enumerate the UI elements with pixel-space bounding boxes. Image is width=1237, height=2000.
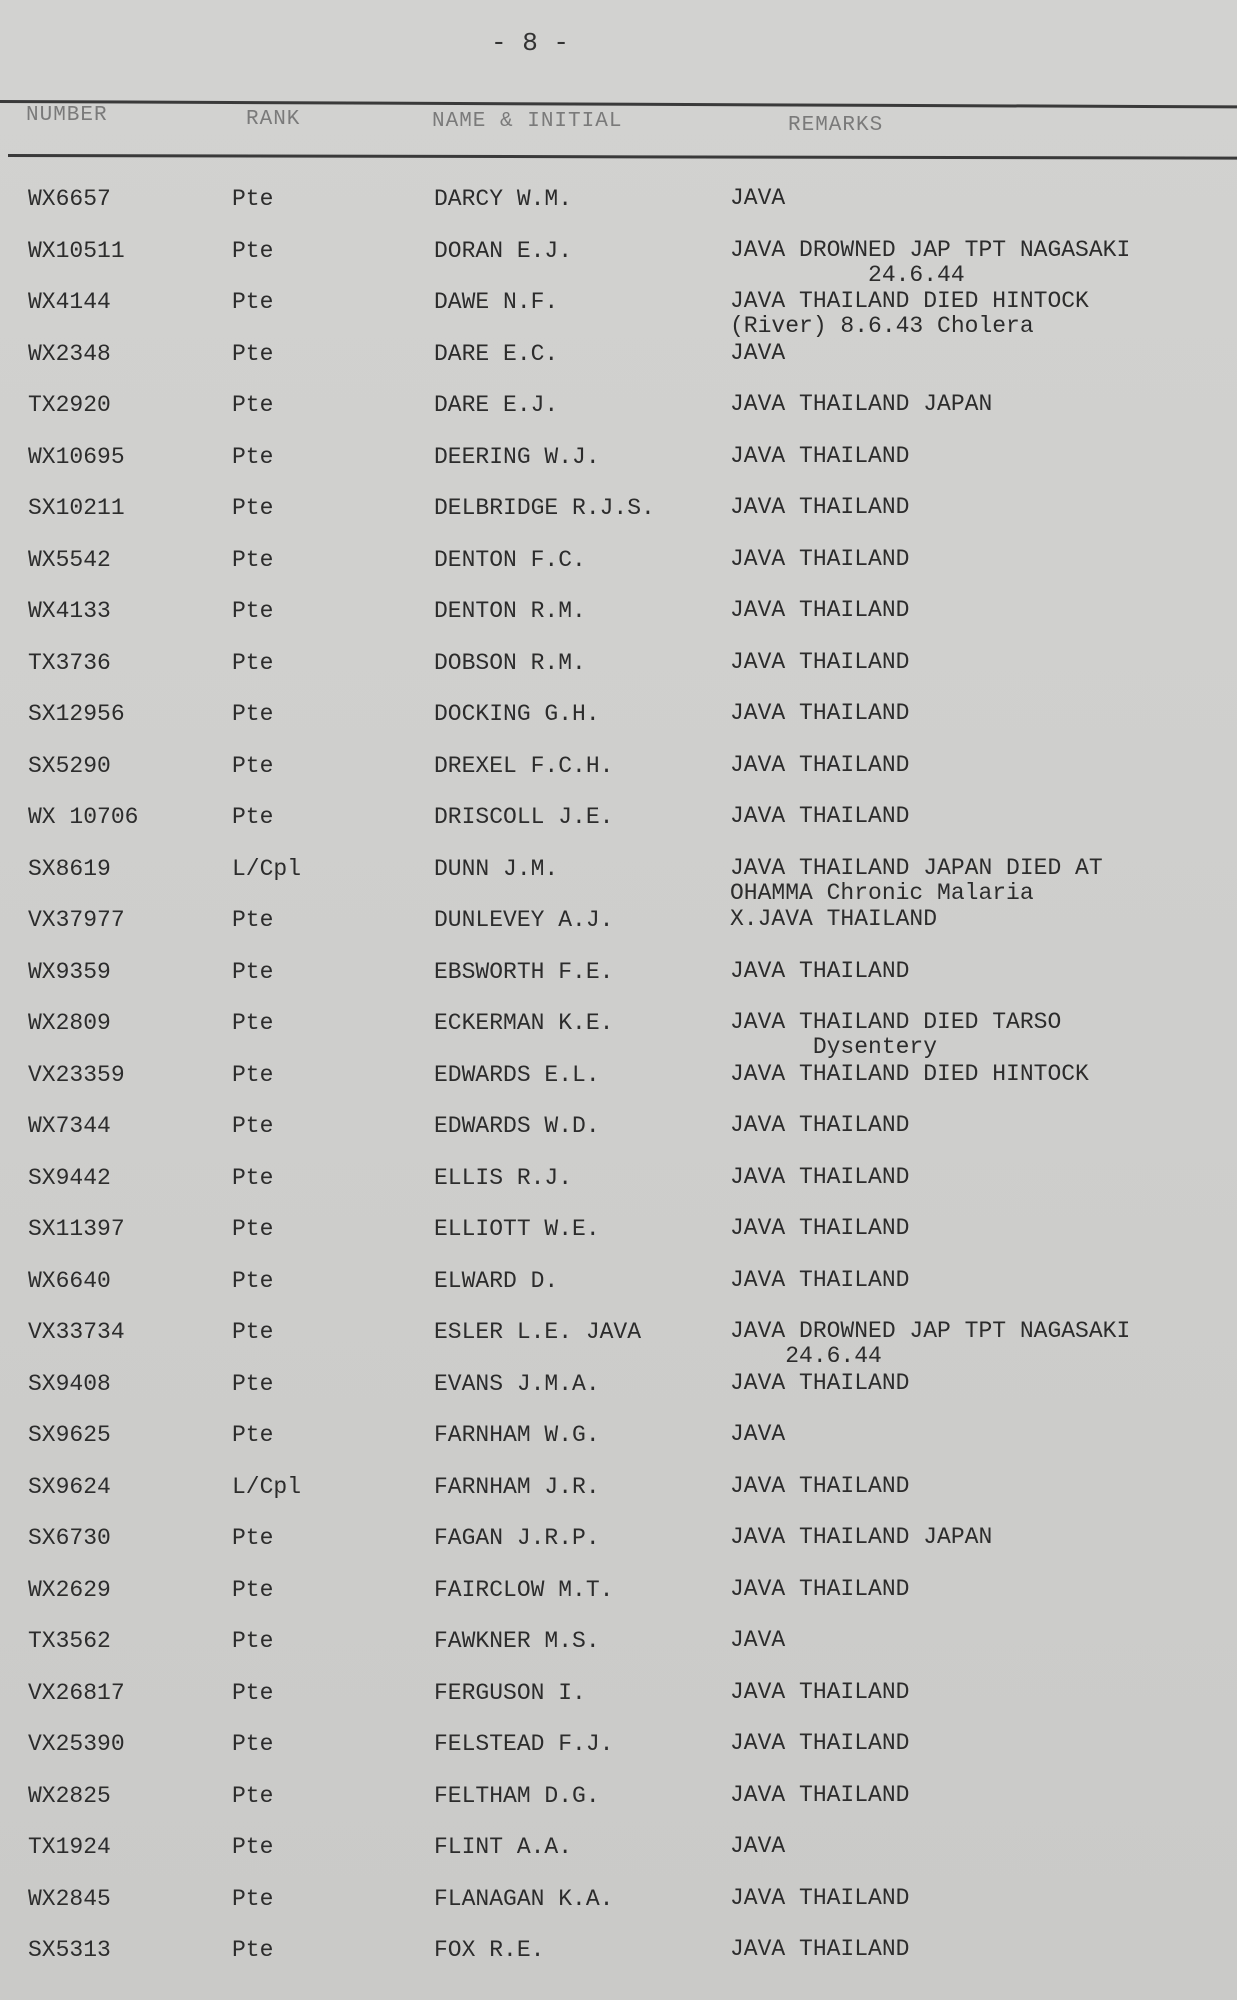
service-number: SX9442 [28,1164,111,1191]
table-row [0,1880,1237,1932]
table-header [0,104,1237,144]
remarks [730,1525,992,1550]
remarks-line: JAVA THAILAND [730,803,910,829]
service-number: WX2348 [28,340,111,367]
table-row [0,1674,1237,1726]
table-row [0,1004,1237,1060]
table-row [0,1725,1237,1777]
service-number: SX9625 [28,1422,111,1448]
service-number: SX5313 [28,1937,111,1963]
service-number: VX33734 [28,1319,125,1345]
remarks [730,1834,785,1859]
rank: Pte [232,1782,274,1809]
remarks [730,959,909,984]
rank: Pte [232,1113,274,1139]
remarks [730,495,909,520]
remarks-line: JAVA THAILAND [730,1781,910,1808]
remarks [730,444,909,469]
remarks-continuation: (River) 8.6.43 Cholera [730,313,1034,339]
service-number: SX9408 [28,1370,111,1397]
name-initial: EBSWORTH F.E. [434,958,614,985]
remarks-line: JAVA DROWNED JAP TPT NAGASAKI [730,1318,1131,1344]
rank: Pte [232,1216,274,1242]
remarks [730,1680,909,1705]
remarks-line: JAVA THAILAND [730,700,910,726]
table-row [0,438,1237,490]
name-initial: FELSTEAD F.J. [434,1731,614,1757]
remarks-line: JAVA THAILAND [730,1575,910,1602]
remarks-line: JAVA THAILAND [730,957,910,984]
rank: Pte [232,1576,274,1603]
remarks [730,238,1130,288]
name-initial: DUNN J.M. [434,855,559,882]
service-number: SX6730 [28,1525,111,1551]
remarks [730,186,785,211]
rank: Pte [232,186,274,212]
remarks [730,701,909,726]
table-row [0,1313,1237,1369]
name-initial: DOCKING G.H. [434,701,600,727]
name-initial: DARE E.C. [434,340,559,367]
rank: Pte [232,392,274,418]
header-name: NAME & INITIAL [432,110,623,133]
table-row [0,180,1237,232]
name-initial: DOBSON R.M. [434,649,586,676]
rank: Pte [232,958,274,985]
name-initial: ELLIOTT W.E. [434,1216,600,1242]
rank: Pte [232,1679,274,1706]
remarks-line: JAVA [730,339,786,366]
remarks [730,856,1103,906]
remarks [730,1628,785,1653]
header-number: NUMBER [26,104,108,127]
remarks-line: JAVA THAILAND DIED HINTOCK [730,288,1089,314]
remarks-line: JAVA THAILAND [730,1163,910,1190]
rank: Pte [232,1267,274,1294]
service-number: WX10511 [28,237,125,264]
table-row [0,901,1237,953]
remarks-line: JAVA THAILAND JAPAN [730,391,993,417]
rank: Pte [232,495,274,521]
name-initial: ELWARD D. [434,1267,559,1294]
remarks [730,1216,909,1241]
table-row [0,1777,1237,1829]
rank: Pte [232,546,274,573]
remarks [730,1731,909,1756]
header-rule-bottom [8,154,1237,160]
remarks [730,804,909,829]
page-number: - 8 - [490,28,569,58]
remarks [730,907,937,932]
remarks [730,1886,909,1911]
service-number: WX7344 [28,1113,111,1139]
remarks-line: JAVA THAILAND DIED HINTOCK [730,1060,1089,1087]
rank: Pte [232,289,274,315]
table-row [0,747,1237,799]
remarks [730,1268,909,1293]
table-row [0,1416,1237,1468]
remarks-line: JAVA THAILAND [730,1112,910,1138]
remarks-line: JAVA THAILAND [730,648,910,675]
table-row [0,232,1237,288]
remarks [730,1371,909,1396]
name-initial: DUNLEVEY A.J. [434,907,614,933]
roll-list [0,180,1237,1983]
name-initial: DORAN E.J. [434,237,573,264]
remarks [730,1783,909,1808]
rank: Pte [232,1525,274,1551]
rank: Pte [232,598,274,624]
table-row [0,541,1237,593]
remarks [730,1937,909,1962]
remarks-line: JAVA THAILAND JAPAN DIED AT [730,854,1103,881]
name-initial: DARCY W.M. [434,186,573,212]
name-initial: DEERING W.J. [434,443,600,470]
table-row [0,798,1237,850]
remarks-line: JAVA THAILAND [730,751,910,778]
remarks-line: JAVA THAILAND [730,545,910,572]
table-row [0,953,1237,1005]
rank: Pte [232,1731,274,1757]
rank: Pte [232,1422,274,1448]
service-number: WX 10706 [28,804,139,830]
name-initial: ECKERMAN K.E. [434,1010,614,1036]
remarks-line: JAVA DROWNED JAP TPT NAGASAKI [730,236,1131,263]
remarks [730,289,1089,339]
table-row [0,1931,1237,1983]
rank: Pte [232,1885,274,1912]
remarks [730,598,909,623]
service-number: WX9359 [28,958,111,985]
rank: Pte [232,1834,274,1860]
table-row [0,644,1237,696]
table-row [0,850,1237,906]
rank: L/Cpl [232,1473,302,1500]
table-row [0,1056,1237,1108]
name-initial: FAWKNER M.S. [434,1628,600,1654]
remarks-line: JAVA THAILAND [730,1936,910,1962]
name-initial: FLANAGAN K.A. [434,1885,614,1912]
remarks [730,341,785,366]
service-number: VX26817 [28,1679,125,1706]
remarks-line: JAVA THAILAND [730,1884,910,1911]
rank: Pte [232,1319,274,1345]
name-initial: DREXEL F.C.H. [434,752,614,779]
table-row [0,1519,1237,1571]
name-initial: FAGAN J.R.P. [434,1525,600,1551]
service-number: VX23359 [28,1061,125,1088]
remarks-line: JAVA THAILAND [730,597,910,623]
table-row [0,489,1237,541]
remarks-line: JAVA [730,1833,786,1859]
table-row [0,1622,1237,1674]
remarks-continuation: 24.6.44 [730,261,965,288]
name-initial: FARNHAM W.G. [434,1422,600,1448]
service-number: SX8619 [28,855,111,882]
rank: Pte [232,907,274,933]
remarks-line: JAVA [730,1421,786,1447]
name-initial: EVANS J.M.A. [434,1370,600,1397]
service-number: TX3736 [28,649,111,676]
remarks [730,1474,909,1499]
table-row [0,695,1237,747]
table-row [0,1828,1237,1880]
service-number: TX1924 [28,1834,111,1860]
remarks-line: JAVA THAILAND [730,1472,910,1499]
table-row [0,1262,1237,1314]
name-initial: EDWARDS W.D. [434,1113,600,1139]
service-number: SX5290 [28,752,111,779]
name-initial: FOX R.E. [434,1937,545,1963]
table-row [0,592,1237,644]
remarks-line: JAVA [730,185,786,211]
remarks [730,1165,909,1190]
service-number: WX10695 [28,443,125,470]
name-initial: DRISCOLL J.E. [434,804,614,830]
rank: Pte [232,649,274,676]
remarks-line: JAVA THAILAND [730,1730,910,1756]
remarks-line: JAVA THAILAND DIED TARSO [730,1009,1062,1035]
name-initial: ESLER L.E. JAVA [434,1319,642,1345]
rank: Pte [232,1370,274,1397]
remarks [730,1422,785,1447]
name-initial: DARE E.J. [434,392,559,418]
remarks-line: JAVA THAILAND [730,1215,910,1241]
remarks [730,753,909,778]
remarks-line: JAVA THAILAND [730,1266,910,1293]
name-initial: DENTON F.C. [434,546,586,573]
remarks-line: X.JAVA THAILAND [730,906,938,932]
rank: Pte [232,701,274,727]
service-number: VX25390 [28,1731,125,1757]
remarks [730,392,992,417]
table-row [0,1107,1237,1159]
name-initial: FLINT A.A. [434,1834,573,1860]
rank: Pte [232,1061,274,1088]
table-row [0,1365,1237,1417]
service-number: WX5542 [28,546,111,573]
remarks [730,1062,1089,1087]
remarks-continuation: Dysentery [730,1034,938,1060]
name-initial: FARNHAM J.R. [434,1473,600,1500]
table-row [0,283,1237,339]
remarks-continuation: 24.6.44 [730,1343,882,1369]
service-number: SX9624 [28,1473,111,1500]
service-number: WX2845 [28,1885,111,1912]
header-remarks: REMARKS [788,114,884,137]
remarks [730,1319,1130,1369]
table-row [0,1468,1237,1520]
name-initial: DELBRIDGE R.J.S. [434,495,655,521]
table-row [0,1210,1237,1262]
header-rank: RANK [246,108,301,131]
name-initial: ELLIS R.J. [434,1164,573,1191]
remarks [730,650,909,675]
service-number: TX3562 [28,1628,111,1654]
remarks [730,1577,909,1602]
remarks-line: JAVA [730,1627,786,1653]
rank: L/Cpl [232,855,302,882]
service-number: WX6657 [28,186,111,212]
service-number: VX37977 [28,907,125,933]
service-number: WX2825 [28,1782,111,1809]
remarks [730,1113,909,1138]
service-number: SX12956 [28,701,125,727]
service-number: WX4144 [28,289,111,315]
table-row [0,386,1237,438]
remarks-line: JAVA THAILAND [730,1678,910,1705]
name-initial: DENTON R.M. [434,598,586,624]
rank: Pte [232,443,274,470]
service-number: TX2920 [28,392,111,418]
service-number: WX2809 [28,1010,111,1036]
service-number: SX10211 [28,495,125,521]
name-initial: EDWARDS E.L. [434,1061,600,1088]
name-initial: FELTHAM D.G. [434,1782,600,1809]
remarks-continuation: OHAMMA Chronic Malaria [730,879,1034,906]
name-initial: FERGUSON I. [434,1679,586,1706]
name-initial: DAWE N.F. [434,289,559,315]
table-row [0,335,1237,387]
table-row [0,1571,1237,1623]
remarks-line: JAVA THAILAND [730,442,910,469]
rank: Pte [232,752,274,779]
service-number: WX6640 [28,1267,111,1294]
rank: Pte [232,1010,274,1036]
name-initial: FAIRCLOW M.T. [434,1576,614,1603]
service-number: WX2629 [28,1576,111,1603]
remarks [730,547,909,572]
table-row [0,1159,1237,1211]
remarks-line: JAVA THAILAND [730,1369,910,1396]
rank: Pte [232,1164,274,1191]
remarks-line: JAVA THAILAND JAPAN [730,1524,993,1550]
rank: Pte [232,1628,274,1654]
rank: Pte [232,804,274,830]
service-number: WX4133 [28,598,111,624]
rank: Pte [232,340,274,367]
rank: Pte [232,237,274,264]
remarks-line: JAVA THAILAND [730,494,910,520]
remarks [730,1010,1061,1060]
rank: Pte [232,1937,274,1963]
service-number: SX11397 [28,1216,125,1242]
